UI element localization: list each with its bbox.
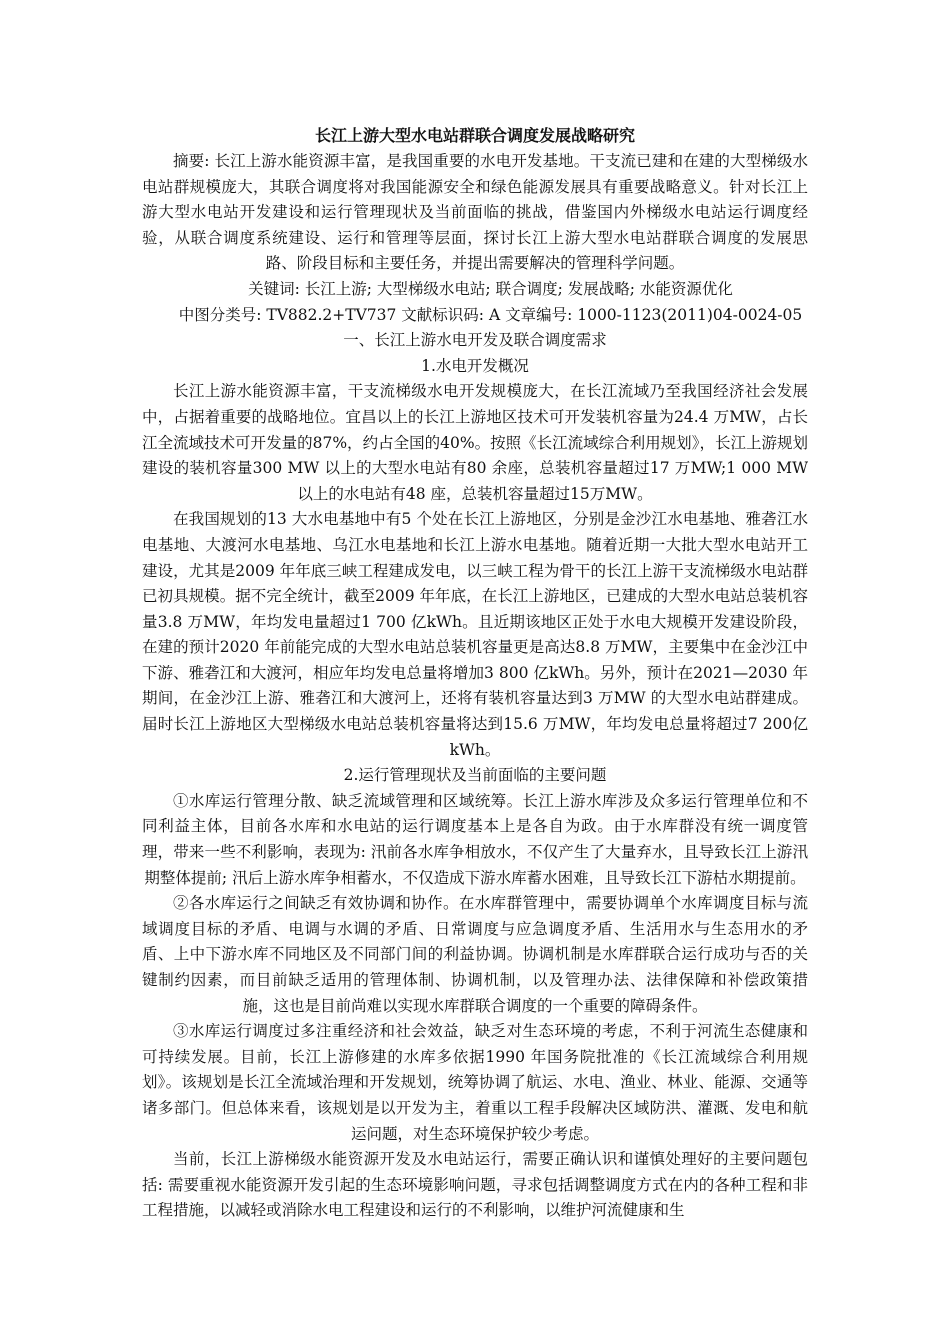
paragraph: ②各水库运行之间缺乏有效协调和协作。在水库群管理中，需要协调单个水库调度目标与流域调度目标的矛盾、电调与水调的矛盾、日常调度与应急调度矛盾、生活用水与生态用水的矛盾、上中下游水库不同地区及不同部门间的利益协调。协调机制是水库群联合运行成功与否的关键制约因素，而目前缺乏适用的管理体制、协调机制，以及管理办法、法律保障和补偿政策措施，这也是目前尚难以实现水库群联合调度的一个重要的障碍条件。	[142, 894, 808, 1015]
paragraph: ③水库运行调度过多注重经济和社会效益，缺乏对生态环境的考虑，不利于河流生态健康和可持续发展。目前，长江上游修建的水库多依据1990 年国务院批准的《长江流域综合利用规划》。该规划是长江全流域治理和开发规划，统筹协调了航运、水电、渔业、林业、能源、交通等诸多部门。但总体来看，该规划是以开发为主，着重以工程手段解决区域防洪、灌溉、发电和航运问题，对生态环境保护较少考虑。	[142, 1022, 808, 1143]
subsection-heading: 2.运行管理现状及当前面临的主要问题	[343, 766, 607, 785]
paragraph: 长江上游水能资源丰富，干支流梯级水电开发规模庞大，在长江流域乃至我国经济社会发展中，占据着重要的战略地位。宜昌以上的长江上游地区技术可开发装机容量为24.4 万MW，占长江全流域技术可开发量的87%，约占全国的40%。按照《长江流域综合利用规划》，长江上游规划建设的装机容量300 MW 以上的大型水电站有80 余座，总装机容量超过17 万MW;1 000 MW 以上的水电站有48 座，总装机容量超过15万MW。	[142, 382, 808, 503]
keywords: 关键词: 长江上游; 大型梯级水电站; 联合调度; 发展战略; 水能资源优化	[248, 279, 733, 298]
section-heading: 一、长江上游水电开发及联合调度需求	[343, 331, 607, 350]
paragraph: 在我国规划的13 大水电基地中有5 个处在长江上游地区，分别是金沙江水电基地、雅砻江水电基地、大渡河水电基地、乌江水电基地和长江上游水电基地。随着近期一大批大型水电站开工建设，尤其是2009 年年底三峡工程建成发电，以三峡工程为骨干的长江上游干支流梯级水电站群已初具规模。据不完全统计，截至2009 年年底，在长江上游地区，已建成的大型水电站总装机容量3.8 万MW，年均发电量超过1 700 亿kWh。且近期该地区正处于水电大规模开发建设阶段，在建的预计2020 年前能完成的大型水电站总装机容量更是高达8.8 万MW，主要集中在金沙江中下游、雅砻江和大渡河，相应年均发电总量将增加3 800 亿kWh。另外，预计在2021—2030 年期间，在金沙江上游、雅砻江和大渡河上，还将有装机容量达到3 万MW 的大型水电站群建成。届时长江上游地区大型梯级水电站总装机容量将达到15.6 万MW，年均发电总量将超过7 200亿kWh。	[142, 510, 808, 759]
abstract: 摘要: 长江上游水能资源丰富，是我国重要的水电开发基地。干支流已建和在建的大型梯级水电站群规模庞大，其联合调度将对我国能源安全和绿色能源发展具有重要战略意义。针对长江上游大型水电站开发建设和运行管理现状及当前面临的挑战，借鉴国内外梯级水电站运行调度经验，从联合调度系统建设、运行和管理等层面，探讨长江上游大型水电站群联合调度的发展思路、阶段目标和主要任务，并提出需要解决的管理科学问题。	[142, 152, 808, 273]
document-page	[142, 122, 808, 1224]
paragraph: 当前，长江上游梯级水能资源开发及水电站运行，需要正确认识和谨慎处理好的主要问题包括: 需要重视水能资源开发引起的生态环境影响问题，寻求包括调整调度方式在内的各种工程和非工程措施，以减轻或消除水电工程建设和运行的不利影响，以维护河流健康和生	[142, 1150, 808, 1220]
subsection-heading: 1.水电开发概况	[421, 356, 529, 375]
paragraph: ①水库运行管理分散、缺乏流域管理和区域统筹。长江上游水库涉及众多运行管理单位和不同利益主体，目前各水库和水电站的运行调度基本上是各自为政。由于水库群没有统一调度管理，带来一些不利影响，表现为: 汛前各水库争相放水，不仅产生了大量弃水，且导致长江上游汛期整体提前; 汛后上游水库争相蓄水，不仅造成下游水库蓄水困难，且导致长江下游枯水期提前。	[142, 791, 808, 887]
article-title: 长江上游大型水电站群联合调度发展战略研究	[314, 126, 635, 145]
classification-line: 中图分类号: TV882.2+TV737 文献标识码: A 文章编号: 1000-1123(2011)04-0024-05	[178, 305, 803, 324]
